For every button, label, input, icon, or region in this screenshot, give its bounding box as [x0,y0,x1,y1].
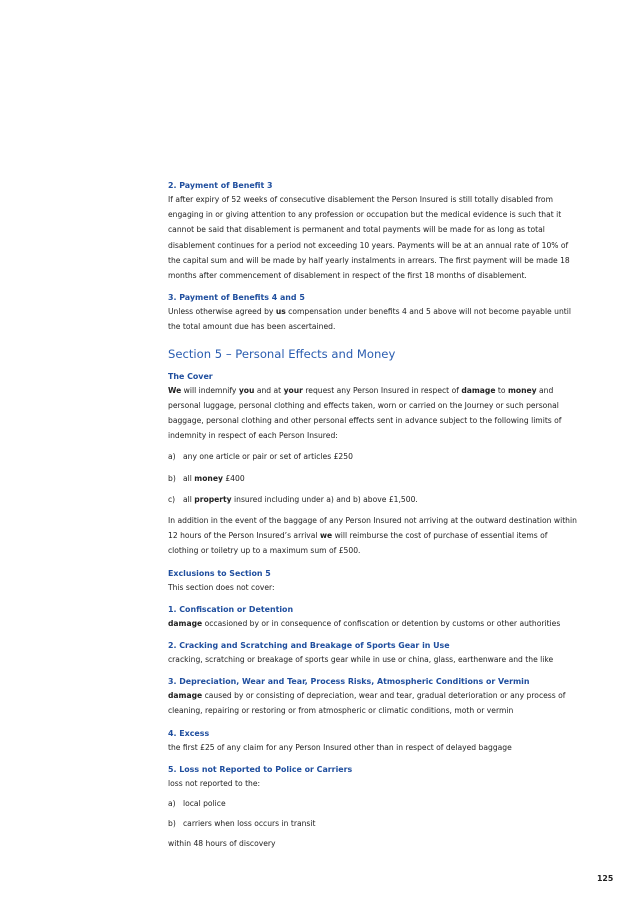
heading-exclusion-2: 2. Cracking and Scratching and Breakage of Sports Gear in Use [168,641,450,651]
defined-term-we: We [168,385,182,395]
list-text [183,449,353,464]
text-span: all [183,494,195,504]
exclusion-5-intro: loss not reported to the: [168,778,261,788]
list-marker: a) [168,799,176,809]
delayed-baggage-text [168,513,580,559]
heading-exclusion-5: 5. Loss not Reported to Police or Carriers [168,764,353,774]
defined-term-money: money [507,385,537,395]
page-number: 125 [597,874,614,883]
list-text [183,492,418,507]
exclusion-3-text [168,688,580,718]
text-span: all [183,473,195,483]
cover-text [168,383,580,444]
defined-term-your: your [283,385,303,395]
payment-benefits-4-5-text [168,304,580,334]
list-text: local police [183,799,226,809]
heading-payment-benefit-3: 2. Payment of Benefit 3 [168,181,273,190]
exclusion-5-outro: within 48 hours of discovery [168,839,276,849]
defined-term-property: property [194,494,232,504]
text-span: Unless otherwise agreed by [168,307,276,317]
text-span: £400 [222,473,245,483]
text-span: will reimburse the cost of purchase of essential items of clothing or toiletry up to a maximum sum of £500. [168,531,548,556]
text-span: and at [254,385,284,395]
heading-exclusion-1: 1. Confiscation or Detention [168,604,294,614]
text-span: compensation under benefits 4 and 5 above will not become payable until the total amount due has been ascertained. [168,307,571,332]
defined-term-damage: damage [168,618,203,628]
defined-term-you: you [238,385,255,395]
defined-term-us: us [275,307,286,317]
exclusion-4-text: the first £25 of any claim for any Person Insured other than in respect of delayed baggage [168,742,512,752]
document-body [168,180,580,852]
heading-exclusions: Exclusions to Section 5 [168,568,271,578]
text-span: any one article or pair or set of articles £250 [183,452,353,462]
payment-benefit-3-text: If after expiry of 52 weeks of consecutive disablement the Person Insured is still totally disabled from engaging in or giving attention to any profession or occupation but the medical evidence is such that it cannot be said that disablement is permanent and total payments will be made for as long as total disablement continues for a period not exceeding 10 years. Payments will be at an annual rate of 10% of the capital sum and will be made by half yearly instalments in arrears. The first payment will be made 18 months after commencement of disablement in respect of the first 18 months of disablement. [168,195,570,281]
defined-term-we: we [319,531,333,541]
text-span: insured including under a) and b) above £1,500. [231,494,418,504]
list-marker: b) [168,819,176,829]
heading-payment-benefits-4-5: 3. Payment of Benefits 4 and 5 [168,293,305,303]
text-span: In addition in the event of the baggage of any Person Insured not arriving at the outward destination within 12 hours of the Person Insured’s arrival [168,516,577,541]
heading-exclusion-4: 4. Excess [168,728,210,738]
text-span: and personal luggage, personal clothing and effects taken, worn or carried on the Journey or such personal baggage, personal clothing and other personal effects sent in advance subject to the following limits of indemnity in respect of each Person Insured: [168,385,562,441]
text-span: will indemnify [181,385,239,395]
heading-the-cover: The Cover [168,371,213,381]
exclusion-5-item [168,796,580,811]
defined-term-damage: damage [461,385,496,395]
exclusion-5-item [168,816,580,831]
list-text [183,471,245,486]
defined-term-money: money [194,473,223,483]
cover-limit-item [168,471,580,486]
text-span: request any Person Insured in respect of [302,385,462,395]
list-marker: b) [168,473,176,483]
list-marker: c) [168,494,176,504]
text-span: occasioned by or in consequence of confiscation or detention by customs or other authorities [202,618,561,628]
cover-limit-item [168,449,580,464]
text-span: caused by or consisting of depreciation, wear and tear, gradual deterioration or any process of cleaning, repairing or restoring or from atmospheric or climatic conditions, moth or vermin [168,691,566,716]
cover-limit-item [168,492,580,507]
defined-term-damage: damage [168,691,203,701]
exclusion-1-text [168,616,580,631]
exclusions-intro: This section does not cover: [168,582,275,592]
section-title: Section 5 – Personal Effects and Money [168,346,396,361]
list-text: carriers when loss occurs in transit [183,819,316,829]
text-span: to [495,385,508,395]
exclusion-2-text: cracking, scratching or breakage of sports gear while in use or china, glass, earthenware and the like [168,655,554,665]
list-marker: a) [168,452,176,462]
heading-exclusion-3: 3. Depreciation, Wear and Tear, Process Risks, Atmospheric Conditions or Vermin [168,677,530,687]
